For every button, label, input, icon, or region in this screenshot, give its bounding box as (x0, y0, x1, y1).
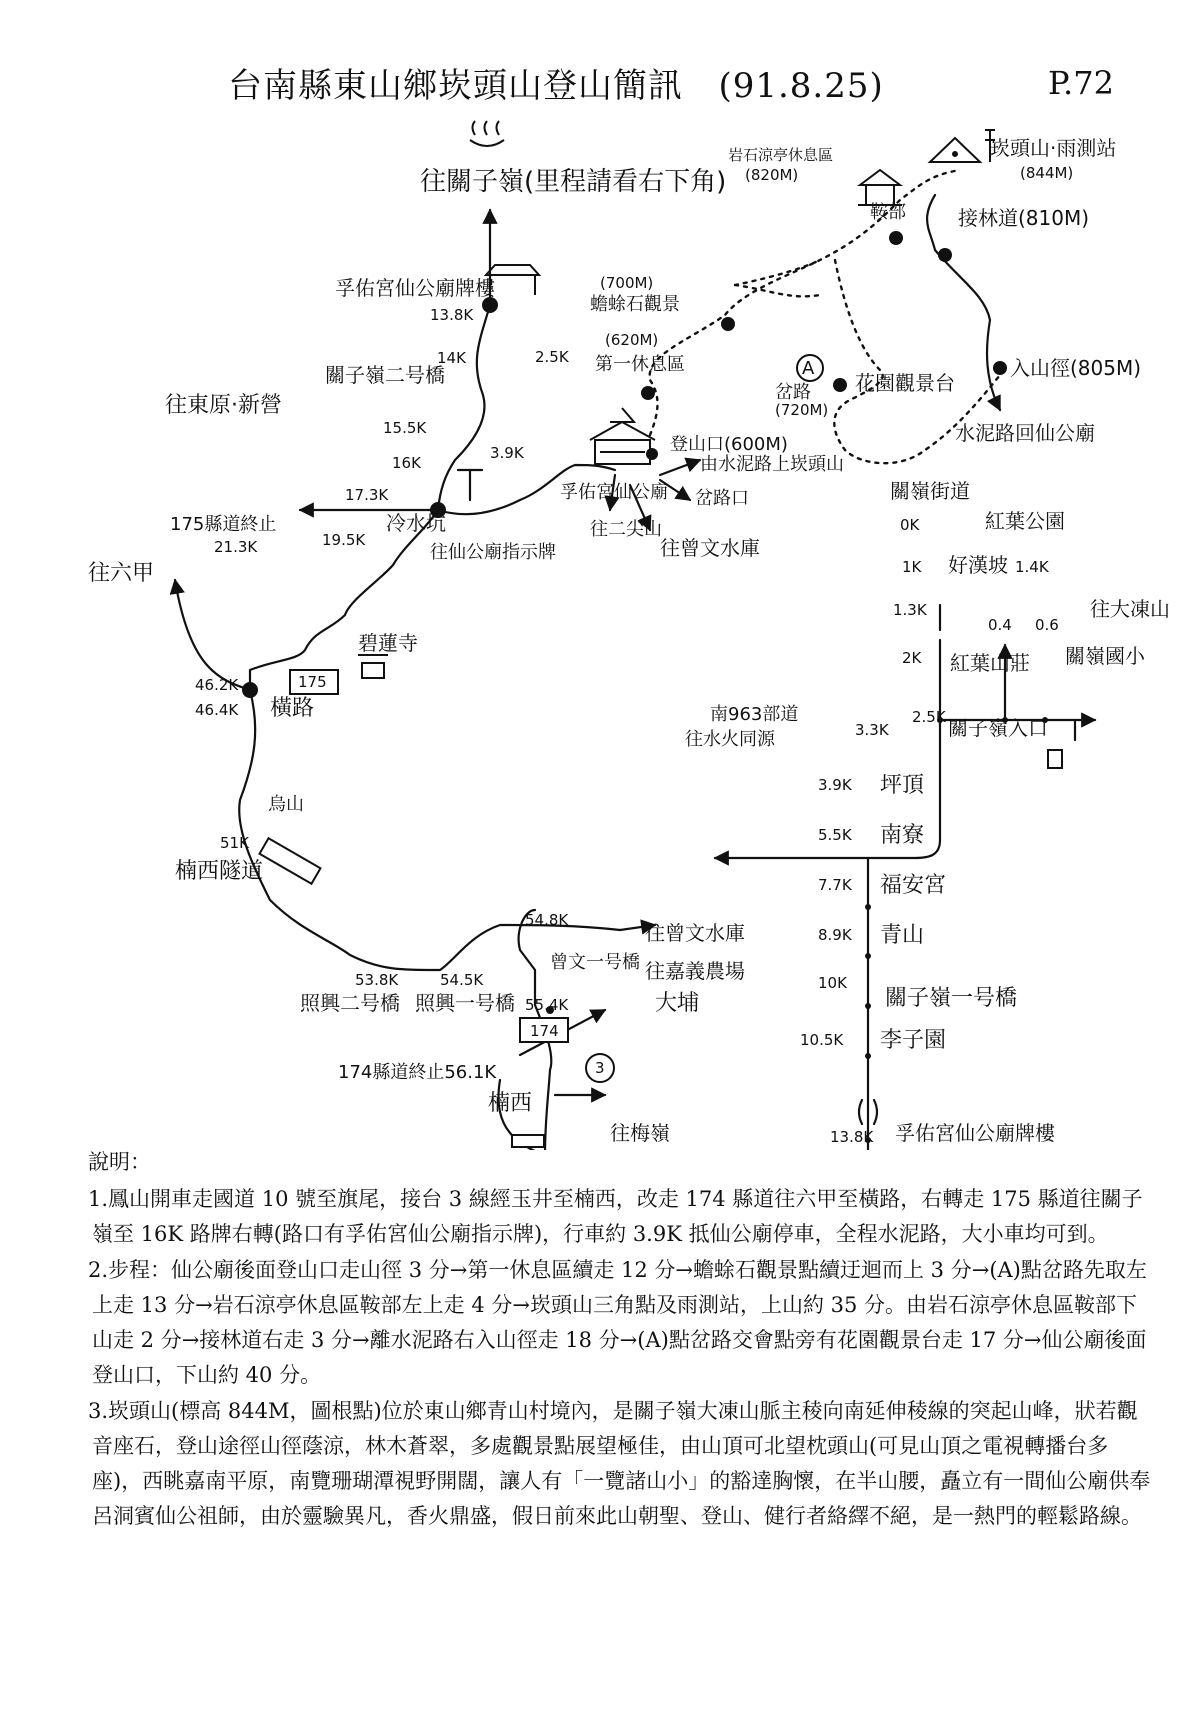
label-k16: 16K (392, 454, 421, 472)
label-zhaoxing1: 照興一号橋 (415, 991, 515, 1015)
label-trailhead: 登山口(600M) (670, 434, 788, 455)
label-wushan: 烏山 (268, 794, 304, 815)
bilian-temple-icon (358, 655, 388, 678)
route-map (0, 110, 1200, 1150)
inset-bridge1: 關子嶺一号橋 (885, 986, 1018, 1011)
label-k3-9: 3.9K (490, 444, 524, 462)
label-junction-alt: (720M) (775, 401, 829, 419)
inset-nanliao: 南寮 (880, 823, 925, 848)
label-dapu: 大埔 (655, 991, 700, 1016)
node-anbu (889, 231, 903, 245)
label-forest-road: 接林道(810M) (958, 206, 1090, 230)
inset-to-dadongshan: 往大凍山 (1090, 597, 1170, 621)
date-label: (91.8.25) (718, 66, 884, 106)
inset-maple-villa: 紅葉山莊 (950, 651, 1030, 675)
label-to-chiayi-farm: 往嘉義農場 (645, 959, 745, 983)
label-toad-alt: (700M) (600, 274, 654, 292)
temple-icon (590, 408, 655, 464)
label-to-dongyuan: 往東原·新營 (165, 393, 282, 418)
inset-k10: 10K (818, 974, 847, 992)
label-garden: 花園觀景台 (855, 371, 955, 395)
inset-k1-4: 1.4K (1015, 558, 1049, 576)
node-henglu (242, 682, 258, 698)
label-pavilion-alt: (820M) (745, 166, 799, 184)
label-peak: 崁頭山·雨測站 (990, 136, 1117, 160)
node-junction (833, 378, 847, 392)
label-k13-8: 13.8K (430, 306, 474, 324)
inset-maple-park: 紅葉公園 (985, 509, 1065, 533)
inset-k10-5: 10.5K (800, 1031, 844, 1049)
label-k51: 51K (220, 834, 249, 852)
label-bridge2: 關子嶺二号橋 (325, 363, 445, 387)
note-3: 3.崁頭山(標高 844M，圖根點)位於東山鄉青山村境內，是關子嶺大凍山脈主稜向南延伸稜線的突起山峰，狀若觀音座石，登山途徑山徑蔭涼，林木蒼翠，多處觀景點展望極佳，由山頂可北望枕頭山(可見山頂之電視轉播台多座)，西眺嘉南平原，南覽珊瑚潭視野開闊，讓人有「一覽諸山小」的豁達胸懷，在半山腰，矗立有一間仙公廟供奉呂洞賓仙公祖師，由於靈驗異凡，香火鼎盛，假日前來此山朝聖、登山、健行者絡繹不絕，是一熱門的輕鬆路線。 (88, 1399, 1151, 1528)
label-k17-3: 17.3K (345, 486, 389, 504)
label-k46-4: 46.4K (195, 701, 239, 719)
inset-forest963: 南963部道 (710, 704, 799, 725)
inset-k0: 0K (900, 516, 920, 534)
inset-k3-9: 3.9K (818, 776, 852, 794)
inset-k1: 1K (902, 558, 922, 576)
label-road175-end: 175縣道終止 (170, 514, 277, 535)
node-trailhead (646, 448, 658, 460)
label-bilian: 碧蓮寺 (358, 631, 418, 655)
peak-triangle-icon (930, 130, 995, 162)
label-road174-end: 174縣道終止56.1K (338, 1062, 497, 1083)
inset-k0-6: 0.6 (1035, 616, 1059, 634)
label-peak-alt: (844M) (1020, 164, 1074, 182)
inset-arch: 孚佑宮仙公廟牌樓 (895, 1121, 1055, 1145)
inset-qingshan: 青山 (880, 923, 925, 948)
label-anbu: 鞍部 (870, 202, 906, 223)
label-fork: 岔路口 (695, 488, 749, 509)
note-1: 1.鳳山開車走國道 10 號至旗尾，接台 3 線經玉井至楠西，改走 174 縣道往六甲至橫路，右轉走 175 縣道往關子嶺至 16K 路牌右轉(路口有孚佑宮仙公廟指示牌)，行車約 3.9K 抵仙公廟停車，全程水泥路，大小車均可到。 (88, 1187, 1143, 1246)
label-arch: 孚佑宮仙公廟牌樓 (335, 276, 495, 300)
inset-lizi: 李子園 (880, 1028, 947, 1053)
inset-entrance: 關子嶺入口 (948, 716, 1048, 740)
notes-section (88, 1145, 1158, 1535)
label-junction: 岔路 (775, 382, 811, 403)
inset-k7-7: 7.7K (818, 876, 852, 894)
label-to-meiling: 往梅嶺 (610, 1121, 670, 1145)
inset-pingding: 坪頂 (880, 773, 925, 798)
inset-k1-3: 1.3K (893, 601, 927, 619)
label-pavilion: 岩石涼亭休息區 (728, 146, 834, 164)
label-k54-8: 54.8K (525, 911, 569, 929)
label-cement-temple: 水泥路回仙公廟 (955, 421, 1095, 445)
label-entry: 入山徑(805M) (1010, 356, 1142, 380)
inset-k5-5: 5.5K (818, 826, 852, 844)
page-title: 台南縣東山鄉崁頭山登山簡訊 (91.8.25) (228, 66, 884, 106)
label-rest1: 第一休息區 (595, 354, 685, 375)
notes-heading: 說明： (88, 1150, 151, 1174)
label-k19-5: 19.5K (322, 531, 366, 549)
node-forest-road (938, 248, 952, 262)
label-to-guanziling: 往關子嶺(里程請看右下角) (420, 167, 727, 197)
label-henglu: 橫路 (270, 696, 315, 721)
label-to-cengwen-res1: 往曾文水庫 (645, 921, 745, 945)
note-2: 2.步程：仙公廟後面登山口走山徑 3 分→第一休息區續走 12 分→蟾蜍石觀景點續迂迴而上 3 分→(A)點岔路先取左上走 13 分→岩石涼亭休息區鞍部左上走 4 分→崁頭山三角點及雨測站，上山約 35 分。由岩石涼亭休息區鞍部下山走 2 分→接林道右走 3 分→離水泥路右入山徑走 18 分→(A)點岔路交會點旁有花園觀景台走 17 分→仙公廟後面登山口，下山約 40 分。 (88, 1258, 1147, 1387)
inset-haohan: 好漢坡 (948, 553, 1008, 577)
tunnel-icon (260, 838, 321, 884)
label-to-erjian: 往二尖山 (590, 519, 662, 540)
label-nanxi: 楠西 (488, 1091, 533, 1116)
node-entry (993, 361, 1007, 375)
label-junction-a: A (802, 358, 815, 379)
pavilion-icon (858, 170, 902, 205)
label-k2-5: 2.5K (535, 348, 569, 366)
node-toad (721, 317, 735, 331)
label-temple: 孚佑宮仙公廟 (560, 482, 668, 503)
inset-school: 關嶺國小 (1065, 644, 1145, 668)
inset-k3-3: 3.3K (855, 721, 889, 739)
page-number: P.72 (1048, 64, 1114, 102)
label-cengwen1: 曾文一号橋 (550, 952, 640, 973)
label-k53-8: 53.8K (355, 971, 399, 989)
label-k21-3: 21.3K (214, 538, 258, 556)
label-to-cengwen-res2: 往曾文水庫 (660, 536, 760, 560)
label-sign: 往仙公廟指示牌 (430, 542, 556, 563)
inset-k8-9: 8.9K (818, 926, 852, 944)
road-henglu-to-liujia (175, 580, 250, 690)
label-k15-5: 15.5K (383, 419, 427, 437)
label-k54-5: 54.5K (440, 971, 484, 989)
label-toad: 蟾蜍石觀景 (590, 294, 680, 315)
label-k14: 14K (437, 349, 466, 367)
inset-to-shuihuo: 往水火同源 (685, 729, 775, 750)
label-road175: 175 (298, 673, 327, 691)
label-k55-4: 55.4K (525, 996, 569, 1014)
label-to-liujia: 往六甲 (88, 561, 155, 586)
node-rest1 (641, 386, 655, 400)
inset-street: 關嶺街道 (890, 479, 970, 503)
label-tunnel: 楠西隧道 (175, 859, 264, 884)
inset-k2: 2K (902, 649, 922, 667)
inset-k2-5: 2.5K (912, 708, 946, 726)
inset-k0-4: 0.4 (988, 616, 1012, 634)
label-k46-2: 46.2K (195, 676, 239, 694)
label-road174: 174 (530, 1022, 559, 1040)
label-circle3-1: 3 (595, 1059, 605, 1077)
hot-spring-icon (470, 121, 504, 146)
inset-fuan: 福安宮 (880, 873, 947, 898)
label-zhaoxing2: 照興二号橋 (300, 991, 400, 1015)
school-icon (1048, 750, 1062, 768)
label-lengshuikeng: 冷水坑 (386, 511, 446, 535)
inset-k13-8: 13.8K (830, 1128, 874, 1146)
label-cement-up: 由水泥路上崁頭山 (700, 454, 844, 475)
label-rest1-alt: (620M) (605, 331, 659, 349)
